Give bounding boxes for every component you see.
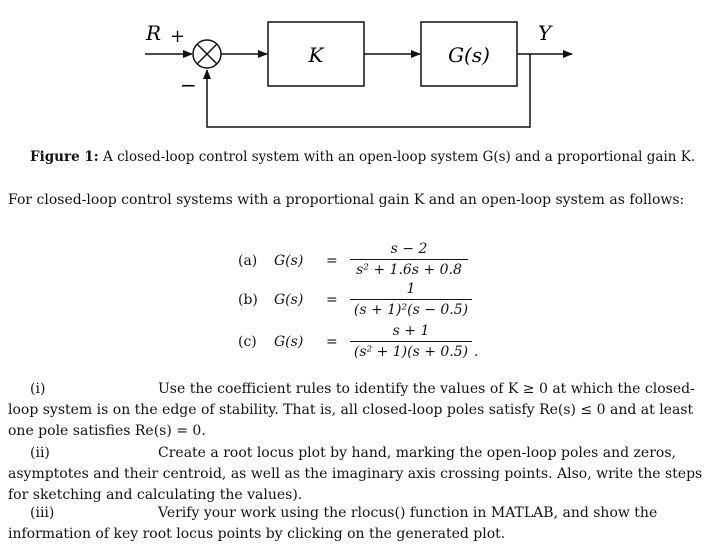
- equals-sign: =: [326, 334, 338, 350]
- intro-text: For closed-loop control systems with a proportional gain K and an open-loop system as follows:: [8, 192, 685, 208]
- equation-lhs: G(s): [274, 253, 304, 269]
- minus-sign: −: [180, 73, 197, 97]
- numerator: 1: [406, 281, 416, 297]
- numerator: s + 1: [392, 323, 430, 339]
- block-diagram: [0, 0, 726, 140]
- fraction-bar: [350, 299, 472, 300]
- question-text: Create a root locus plot by hand, marking the open-loop poles and zeros, asymptotes and their centroid, as well as the imaginary axis crossing points. Also, write the steps for sketching and calculating the values).: [8, 445, 703, 503]
- fraction-bar: [350, 259, 468, 260]
- equals-sign: =: [326, 253, 338, 269]
- question-iii: [8, 503, 714, 545]
- equation-label: (a): [238, 253, 258, 269]
- equation-label: (b): [238, 292, 258, 308]
- question-number: (iii): [30, 505, 55, 521]
- gain-block-label: K: [308, 43, 324, 67]
- denominator: (s² + 1)(s + 0.5): [353, 344, 469, 360]
- denominator: (s + 1)²(s − 0.5): [353, 302, 469, 318]
- caption-label: Figure 1:: [30, 149, 99, 165]
- equation-label: (c): [238, 334, 257, 350]
- equation-period: .: [474, 344, 479, 360]
- question-number: (ii): [30, 445, 50, 461]
- question-ii: [8, 443, 714, 506]
- fraction-bar: [350, 341, 472, 342]
- denominator: s² + 1.6s + 0.8: [356, 262, 462, 278]
- fraction: [350, 280, 472, 319]
- numerator: s − 2: [390, 241, 428, 257]
- fraction: [350, 240, 468, 279]
- question-i: [8, 379, 714, 442]
- fraction: [350, 322, 472, 361]
- caption-text: A closed-loop control system with an open-loop system G(s) and a proportional gain K.: [103, 149, 696, 165]
- plus-sign: +: [170, 26, 186, 47]
- plant-block-label: G(s): [448, 43, 490, 67]
- equation-lhs: G(s): [274, 334, 304, 350]
- input-label: R: [146, 21, 162, 45]
- question-text: Verify your work using the rlocus() function in MATLAB, and show the information of key root locus points by clicking on the generated plot.: [8, 505, 658, 542]
- output-label: Y: [538, 21, 552, 45]
- summing-junction: [193, 40, 221, 68]
- question-number: (i): [30, 381, 46, 397]
- figure-caption: [30, 149, 695, 165]
- equals-sign: =: [326, 292, 338, 308]
- question-text: Use the coefficient rules to identify the values of K ≥ 0 at which the closed-loop system is on the edge of stability. That is, all closed-loop poles satisfy Re(s) ≤ 0 and at least one pole satisfies Re(s) = 0.: [8, 381, 695, 439]
- equation-lhs: G(s): [274, 292, 304, 308]
